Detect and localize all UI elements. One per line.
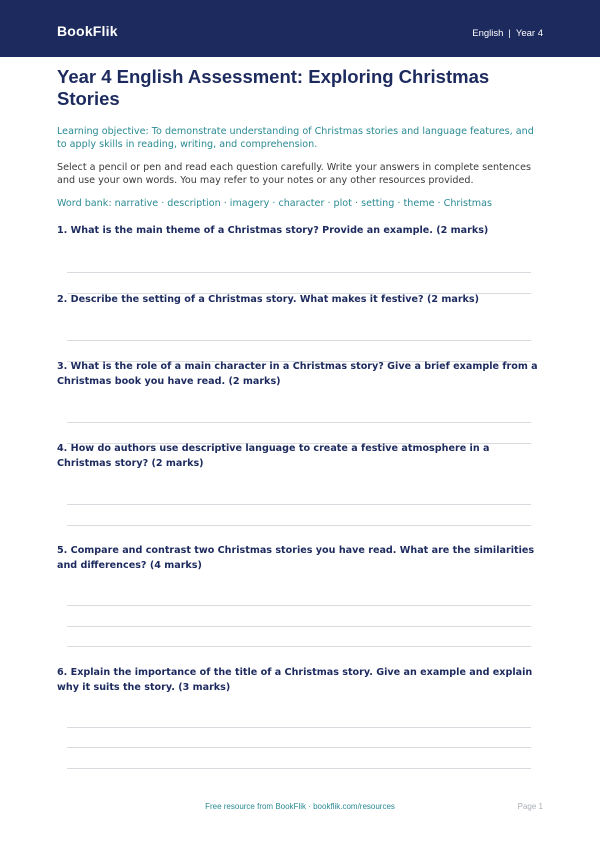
answer-line[interactable] — [67, 768, 531, 769]
answer-line[interactable] — [67, 646, 531, 647]
instructions-text: Select a pencil or pen and read each question carefully. Write your answers in complete sentences and use your own words. You may refer to your notes or any other resources provided. — [57, 162, 531, 186]
page-header — [0, 0, 600, 57]
answer-line[interactable] — [67, 525, 531, 526]
question-4: 4. How do authors use descriptive language to create a festive atmosphere in a Christmas story? (2 marks) — [57, 443, 490, 469]
learning-objective: Learning objective: To demonstrate understanding of Christmas stories and language features, and to apply skills in reading, writing, and comprehension. — [57, 126, 534, 150]
answer-line[interactable] — [67, 272, 531, 273]
question-2: 2. Describe the setting of a Christmas story. What makes it festive? (2 marks) — [57, 294, 480, 305]
breadcrumb-year[interactable]: Year 4 — [515, 28, 543, 39]
question-5: 5. Compare and contrast two Christmas stories you have read. What are the similarities and differences? (4 marks) — [57, 545, 535, 571]
breadcrumb-subject[interactable]: English — [472, 28, 504, 39]
page-title: Year 4 English Assessment: Exploring Christmas Stories — [57, 66, 490, 109]
answer-line[interactable] — [67, 340, 531, 341]
answer-line[interactable] — [67, 626, 531, 627]
word-bank: Word bank: narrative · description · imagery · character · plot · setting · theme · Christmas — [57, 198, 492, 209]
answer-line[interactable] — [67, 747, 531, 748]
breadcrumb-separator: | — [508, 28, 511, 39]
brand-logo-text[interactable]: BookFlik — [57, 23, 118, 39]
breadcrumb — [472, 28, 543, 39]
answer-line[interactable] — [67, 422, 531, 423]
page-footer — [0, 802, 600, 814]
intro-section — [57, 66, 543, 211]
question-1: 1. What is the main theme of a Christmas story? Provide an example. (2 marks) — [57, 225, 489, 236]
page-number: Page 1 — [517, 802, 543, 811]
answer-line[interactable] — [67, 605, 531, 606]
answer-line[interactable] — [67, 504, 531, 505]
question-6: 6. Explain the importance of the title of a Christmas story. Give an example and explain why it suits the story. (3 marks) — [57, 667, 533, 693]
footer-source-link[interactable]: Free resource from BookFlik · bookflik.com/resources — [205, 802, 395, 811]
answer-line[interactable] — [67, 727, 531, 728]
question-3: 3. What is the role of a main character in a Christmas story? Give a brief example from a Christmas book you have read. (2 marks) — [57, 361, 538, 387]
